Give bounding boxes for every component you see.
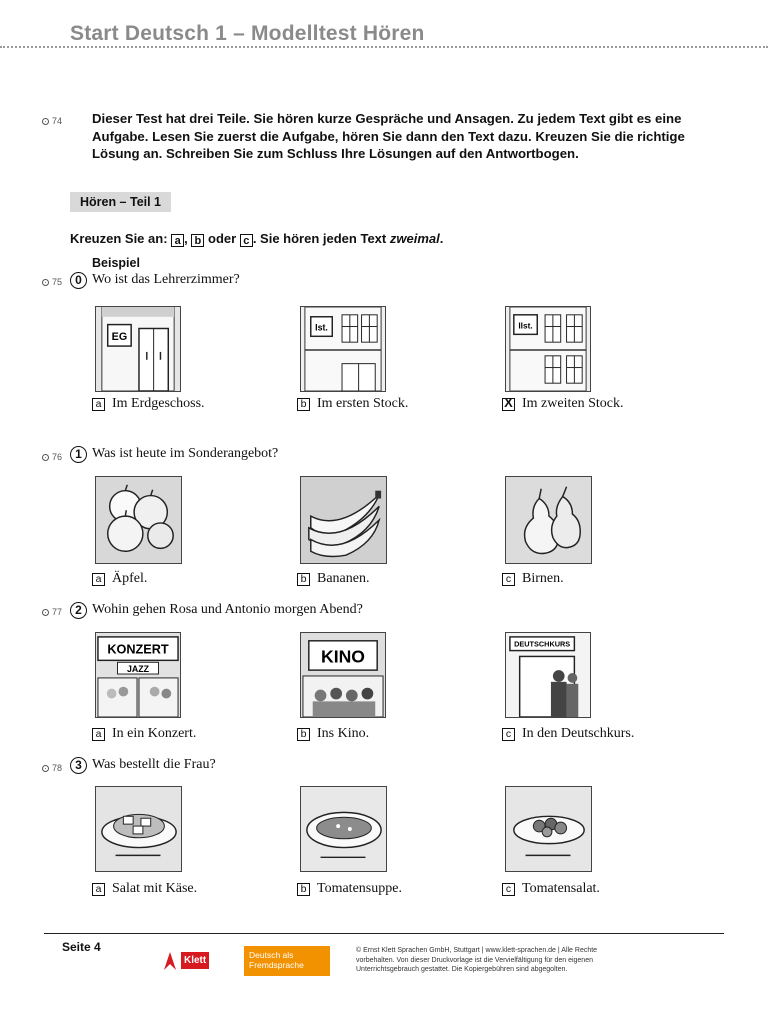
klett-logo-icon [162, 950, 178, 972]
instruction-box-c: c [240, 234, 253, 247]
track-marker [42, 277, 62, 287]
option-letter-box[interactable]: b [297, 398, 310, 411]
option-text: In den Deutschkurs. [522, 726, 635, 741]
option-a[interactable] [92, 396, 205, 412]
klett-logo [162, 948, 216, 973]
cd-track-icon [42, 118, 49, 125]
instruction-line [70, 231, 443, 247]
kino-sign-text: KINO [321, 646, 365, 667]
option-b[interactable] [297, 881, 402, 897]
tomato-soup-image [300, 786, 387, 872]
option-letter-box[interactable]: a [92, 398, 105, 411]
question-number: 0 [70, 272, 87, 289]
option-text: Im ersten Stock. [317, 396, 409, 411]
track-number: 78 [52, 763, 63, 773]
option-c[interactable] [502, 881, 600, 897]
second-floor-sign-text: IIst. [518, 320, 533, 331]
track-number: 76 [52, 452, 63, 462]
option-letter-box[interactable]: c [502, 883, 515, 896]
option-letter-box[interactable]: c [502, 728, 515, 741]
option-a[interactable] [92, 571, 147, 587]
cd-track-icon [42, 765, 49, 772]
track-marker [42, 116, 62, 126]
eg-sign-text: EG [111, 331, 128, 344]
option-text: Salat mit Käse. [112, 881, 198, 896]
instruction-prefix: Kreuzen Sie an: [70, 231, 168, 246]
footer-rule [44, 933, 724, 934]
header-dotted-rule [0, 46, 768, 48]
page-header-title: Start Deutsch 1 – Modelltest Hören [70, 22, 425, 45]
page-number: Seite 4 [62, 940, 101, 954]
track-marker [42, 607, 62, 617]
option-b[interactable] [297, 726, 369, 742]
option-text: Ins Kino. [317, 726, 370, 741]
part-label: Hören – Teil 1 [70, 192, 171, 212]
pears-image [505, 476, 592, 564]
option-text: Tomatensuppe. [317, 881, 402, 896]
intro-text: Dieser Test hat drei Teile. Sie hören kurze Gespräche und Ansagen. Zu jedem Text gibt es eine Aufgabe. Lesen Sie zuerst die Aufgabe, hören Sie dann den Text dazu. Kreuzen Sie die richtige Lösung an. Schreiben Sie zum Schluss Ihre Lösungen auf den Antwortbogen. [92, 111, 685, 161]
cinema-image [300, 632, 386, 718]
question-text: Was ist heute im Sonderangebot? [92, 446, 279, 461]
ground-floor-building-image [95, 306, 181, 392]
instruction-end: . [439, 231, 444, 246]
option-text: Äpfel. [112, 571, 148, 586]
instruction-emphasis: zweimal [389, 231, 440, 246]
copyright-text: © Ernst Klett Sprachen GmbH, Stuttgart | www.klett-sprachen.de | Alle Rechte vorbehalten. Von dieser Druckvorlage ist die Vervielfältigung für den eigenen Unterrichtsgebrauch gestattet. Die Kopiergebühren sind abgegolten. [356, 947, 598, 973]
deutschkurs-sign-text: DEUTSCHKURS [514, 639, 571, 649]
option-letter-box[interactable]: b [297, 883, 310, 896]
option-b[interactable] [297, 396, 408, 412]
option-letter-box[interactable]: a [92, 883, 105, 896]
cd-track-icon [42, 279, 49, 286]
option-letter-box[interactable]: c [502, 573, 515, 586]
concert-image [95, 632, 181, 718]
question-number: 1 [70, 446, 87, 463]
example-label: Beispiel [92, 256, 140, 270]
track-marker [42, 452, 62, 462]
apples-image [95, 476, 182, 564]
instruction-suffix: . Sie hören jeden Text [252, 231, 387, 246]
cd-track-icon [42, 454, 49, 461]
question-number: 2 [70, 602, 87, 619]
salad-with-cheese-image [95, 786, 182, 872]
instruction-oder: oder [208, 231, 237, 246]
option-letter-box[interactable]: b [297, 573, 310, 586]
first-floor-building-image [300, 306, 386, 392]
option-c[interactable] [502, 396, 623, 412]
tomato-salad-image [505, 786, 592, 872]
option-letter-box[interactable]: a [92, 728, 105, 741]
option-text: Bananen. [317, 571, 370, 586]
question-text: Was bestellt die Frau? [92, 757, 216, 772]
option-letter-box[interactable]: b [297, 728, 310, 741]
second-floor-building-image [505, 306, 591, 392]
question-text: Wo ist das Lehrerzimmer? [92, 272, 240, 287]
daf-logo: Deutsch als Fremdsprache [244, 946, 330, 976]
german-course-image [505, 632, 591, 718]
option-text: Tomatensalat. [522, 881, 600, 896]
option-letter-box-checked[interactable] [502, 398, 515, 411]
option-c[interactable] [502, 571, 564, 587]
klett-logo-text: Klett [181, 952, 209, 969]
question-number: 3 [70, 757, 87, 774]
konzert-sign-text: KONZERT [107, 642, 169, 657]
option-c[interactable] [502, 726, 634, 742]
instruction-comma: , [184, 231, 188, 246]
option-letter-box[interactable]: a [92, 573, 105, 586]
track-number: 75 [52, 277, 63, 287]
instruction-box-b: b [191, 234, 204, 247]
option-a[interactable] [92, 881, 197, 897]
track-number: 74 [52, 116, 63, 126]
track-number: 77 [52, 607, 63, 617]
instruction-box-a: a [171, 234, 184, 247]
bananas-image [300, 476, 387, 564]
option-b[interactable] [297, 571, 369, 587]
question-text: Wohin gehen Rosa und Antonio morgen Abend? [92, 602, 363, 617]
cd-track-icon [42, 609, 49, 616]
option-text: Birnen. [522, 571, 564, 586]
track-marker [42, 763, 62, 773]
option-a[interactable] [92, 726, 196, 742]
option-text: Im Erdgeschoss. [112, 396, 205, 411]
option-text: Im zweiten Stock. [522, 396, 624, 411]
option-text: In ein Konzert. [112, 726, 197, 741]
jazz-sign-text: JAZZ [127, 664, 149, 675]
first-floor-sign-text: Ist. [315, 322, 328, 333]
